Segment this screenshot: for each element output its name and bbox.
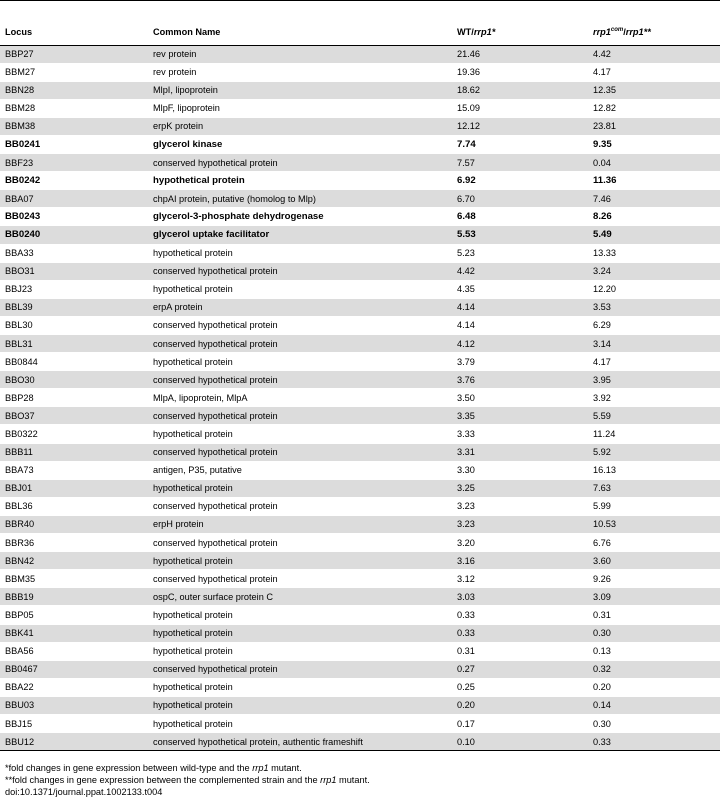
cell-complemented-ratio: 9.35 (588, 135, 720, 153)
cell-common-name: erpA protein (148, 298, 452, 316)
cell-complemented-ratio: 13.33 (588, 244, 720, 262)
cell-common-name: hypothetical protein (148, 172, 452, 190)
cell-common-name: MlpF, lipoprotein (148, 99, 452, 117)
cell-locus: BBL30 (0, 316, 148, 334)
header-complemented-ratio: $rrp1^{com}/rrp1**$ (593, 26, 651, 37)
cell-locus: BBA22 (0, 678, 148, 696)
cell-wt-ratio: 7.74 (452, 135, 588, 153)
cell-wt-ratio: 3.23 (452, 497, 588, 515)
cell-wt-ratio: 21.46 (452, 45, 588, 63)
cell-locus: BBM28 (0, 99, 148, 117)
cell-complemented-ratio: 4.42 (588, 45, 720, 63)
cell-wt-ratio: 0.25 (452, 678, 588, 696)
table-row (0, 588, 720, 606)
cell-common-name: chpAI protein, putative (homolog to Mlp) (148, 190, 452, 208)
cell-complemented-ratio: 3.95 (588, 371, 720, 389)
cell-locus: BBA56 (0, 642, 148, 660)
cell-common-name: hypothetical protein (148, 353, 452, 371)
header-common-name: Common Name (153, 26, 221, 37)
cell-locus: BBN28 (0, 81, 148, 99)
cell-wt-ratio: 0.10 (452, 733, 588, 751)
cell-complemented-ratio: 8.26 (588, 208, 720, 226)
cell-locus: BBL31 (0, 335, 148, 353)
cell-complemented-ratio: 12.20 (588, 280, 720, 298)
cell-wt-ratio: 6.92 (452, 172, 588, 190)
cell-complemented-ratio: 16.13 (588, 461, 720, 479)
cell-common-name: erpK protein (148, 117, 452, 135)
cell-common-name: conserved hypothetical protein (148, 407, 452, 425)
cell-wt-ratio: 19.36 (452, 63, 588, 81)
cell-complemented-ratio: 12.35 (588, 81, 720, 99)
cell-wt-ratio: 6.48 (452, 208, 588, 226)
cell-complemented-ratio: 0.30 (588, 624, 720, 642)
cell-complemented-ratio: 0.32 (588, 660, 720, 678)
cell-common-name: hypothetical protein (148, 552, 452, 570)
table-row (0, 154, 720, 172)
cell-common-name: conserved hypothetical protein (148, 443, 452, 461)
cell-common-name: conserved hypothetical protein (148, 335, 452, 353)
cell-locus: BBA33 (0, 244, 148, 262)
cell-common-name: glycerol kinase (148, 135, 452, 153)
cell-common-name: hypothetical protein (148, 244, 452, 262)
cell-wt-ratio: 4.42 (452, 262, 588, 280)
table-row (0, 497, 720, 515)
table-row (0, 678, 720, 696)
cell-wt-ratio: 3.25 (452, 479, 588, 497)
cell-common-name: hypothetical protein (148, 479, 452, 497)
cell-complemented-ratio: 0.20 (588, 678, 720, 696)
cell-wt-ratio: 0.27 (452, 660, 588, 678)
cell-locus: BB0844 (0, 353, 148, 371)
table-row (0, 714, 720, 732)
table-row (0, 696, 720, 714)
cell-wt-ratio: 3.12 (452, 570, 588, 588)
cell-wt-ratio: 3.35 (452, 407, 588, 425)
cell-common-name: conserved hypothetical protein (148, 497, 452, 515)
cell-common-name: hypothetical protein (148, 280, 452, 298)
table-row (0, 479, 720, 497)
table-row (0, 443, 720, 461)
cell-common-name: hypothetical protein (148, 642, 452, 660)
cell-common-name: hypothetical protein (148, 714, 452, 732)
cell-common-name: conserved hypothetical protein, authentic frameshift (148, 733, 452, 751)
cell-complemented-ratio: 11.24 (588, 425, 720, 443)
footnotes (5, 763, 370, 798)
cell-locus: BBP05 (0, 606, 148, 624)
cell-common-name: hypothetical protein (148, 624, 452, 642)
cell-locus: BBL36 (0, 497, 148, 515)
cell-locus: BBB11 (0, 443, 148, 461)
cell-wt-ratio: 0.17 (452, 714, 588, 732)
table-row (0, 642, 720, 660)
cell-locus: BB0242 (0, 172, 148, 190)
gene-expression-table (0, 19, 720, 751)
cell-locus: BB0241 (0, 135, 148, 153)
cell-complemented-ratio: 0.14 (588, 696, 720, 714)
cell-complemented-ratio: 12.82 (588, 99, 720, 117)
table-row (0, 624, 720, 642)
cell-wt-ratio: 7.57 (452, 154, 588, 172)
table-body (0, 45, 720, 751)
cell-common-name: hypothetical protein (148, 606, 452, 624)
footnote-1: *fold changes in gene expression between wild-type and the rrp1 mutant. (5, 763, 302, 773)
cell-locus: BB0243 (0, 208, 148, 226)
table-row (0, 733, 720, 751)
table-row (0, 262, 720, 280)
table-row (0, 298, 720, 316)
cell-wt-ratio: 3.23 (452, 515, 588, 533)
cell-common-name: conserved hypothetical protein (148, 534, 452, 552)
cell-wt-ratio: 3.16 (452, 552, 588, 570)
cell-wt-ratio: 3.31 (452, 443, 588, 461)
cell-complemented-ratio: 3.14 (588, 335, 720, 353)
cell-locus: BBM38 (0, 117, 148, 135)
cell-wt-ratio: 3.20 (452, 534, 588, 552)
cell-wt-ratio: 3.33 (452, 425, 588, 443)
cell-wt-ratio: 6.70 (452, 190, 588, 208)
table-row (0, 389, 720, 407)
table-row (0, 425, 720, 443)
cell-wt-ratio: 3.30 (452, 461, 588, 479)
table-row (0, 316, 720, 334)
cell-complemented-ratio: 3.09 (588, 588, 720, 606)
cell-wt-ratio: 18.62 (452, 81, 588, 99)
cell-complemented-ratio: 0.13 (588, 642, 720, 660)
cell-locus: BBU03 (0, 696, 148, 714)
cell-locus: BBU12 (0, 733, 148, 751)
cell-common-name: conserved hypothetical protein (148, 154, 452, 172)
cell-wt-ratio: 0.33 (452, 606, 588, 624)
cell-common-name: conserved hypothetical protein (148, 570, 452, 588)
cell-common-name: conserved hypothetical protein (148, 660, 452, 678)
top-rule (0, 0, 720, 1)
cell-complemented-ratio: 0.31 (588, 606, 720, 624)
table-row (0, 63, 720, 81)
cell-complemented-ratio: 6.76 (588, 534, 720, 552)
cell-wt-ratio: 3.76 (452, 371, 588, 389)
table-row (0, 660, 720, 678)
cell-wt-ratio: 3.79 (452, 353, 588, 371)
cell-locus: BBO30 (0, 371, 148, 389)
cell-complemented-ratio: 5.59 (588, 407, 720, 425)
header-row (0, 19, 720, 45)
cell-complemented-ratio: 3.60 (588, 552, 720, 570)
cell-common-name: conserved hypothetical protein (148, 262, 452, 280)
table-row (0, 552, 720, 570)
table-row (0, 407, 720, 425)
cell-wt-ratio: 3.50 (452, 389, 588, 407)
cell-complemented-ratio: 3.24 (588, 262, 720, 280)
table-row (0, 606, 720, 624)
cell-complemented-ratio: 3.92 (588, 389, 720, 407)
cell-wt-ratio: 12.12 (452, 117, 588, 135)
cell-locus: BBO37 (0, 407, 148, 425)
cell-wt-ratio: 5.23 (452, 244, 588, 262)
cell-locus: BBA73 (0, 461, 148, 479)
cell-locus: BBP28 (0, 389, 148, 407)
cell-locus: BBN42 (0, 552, 148, 570)
cell-common-name: hypothetical protein (148, 425, 452, 443)
cell-wt-ratio: 4.14 (452, 298, 588, 316)
cell-complemented-ratio: 10.53 (588, 515, 720, 533)
cell-locus: BBR40 (0, 515, 148, 533)
cell-locus: BBM27 (0, 63, 148, 81)
table-row (0, 570, 720, 588)
cell-locus: BBL39 (0, 298, 148, 316)
cell-locus: BBB19 (0, 588, 148, 606)
cell-common-name: conserved hypothetical protein (148, 371, 452, 389)
cell-complemented-ratio: 3.53 (588, 298, 720, 316)
cell-locus: BBR36 (0, 534, 148, 552)
table-row (0, 461, 720, 479)
cell-complemented-ratio: 0.33 (588, 733, 720, 751)
table-row (0, 534, 720, 552)
table-row (0, 81, 720, 99)
cell-locus: BBP27 (0, 45, 148, 63)
cell-complemented-ratio: 11.36 (588, 172, 720, 190)
cell-wt-ratio: 5.53 (452, 226, 588, 244)
cell-locus: BBK41 (0, 624, 148, 642)
table-row (0, 515, 720, 533)
cell-locus: BBM35 (0, 570, 148, 588)
cell-wt-ratio: 0.33 (452, 624, 588, 642)
table-row (0, 335, 720, 353)
cell-locus: BBJ15 (0, 714, 148, 732)
cell-complemented-ratio: 5.92 (588, 443, 720, 461)
cell-common-name: antigen, P35, putative (148, 461, 452, 479)
table-row (0, 371, 720, 389)
footnote-2: **fold changes in gene expression between the complemented strain and the rrp1 mutant. (5, 774, 370, 785)
cell-complemented-ratio: 0.30 (588, 714, 720, 732)
cell-common-name: rev protein (148, 63, 452, 81)
cell-complemented-ratio: 0.04 (588, 154, 720, 172)
cell-wt-ratio: 4.14 (452, 316, 588, 334)
cell-common-name: erpH protein (148, 515, 452, 533)
cell-complemented-ratio: 5.99 (588, 497, 720, 515)
cell-wt-ratio: 0.31 (452, 642, 588, 660)
table-row (0, 226, 720, 244)
cell-locus: BB0240 (0, 226, 148, 244)
cell-common-name: conserved hypothetical protein (148, 316, 452, 334)
cell-locus: BBO31 (0, 262, 148, 280)
table-row (0, 45, 720, 63)
table-row (0, 190, 720, 208)
doi-line: doi:10.1371/journal.ppat.1002133.t004 (5, 786, 163, 797)
cell-complemented-ratio: 7.46 (588, 190, 720, 208)
cell-wt-ratio: 3.03 (452, 588, 588, 606)
cell-complemented-ratio: 4.17 (588, 353, 720, 371)
table-row (0, 117, 720, 135)
cell-locus: BBF23 (0, 154, 148, 172)
cell-wt-ratio: 4.12 (452, 335, 588, 353)
cell-common-name: glycerol-3-phosphate dehydrogenase (148, 208, 452, 226)
cell-locus: BB0467 (0, 660, 148, 678)
cell-complemented-ratio: 4.17 (588, 63, 720, 81)
cell-locus: BBJ23 (0, 280, 148, 298)
cell-wt-ratio: 0.20 (452, 696, 588, 714)
cell-common-name: hypothetical protein (148, 696, 452, 714)
table-row (0, 99, 720, 117)
cell-wt-ratio: 15.09 (452, 99, 588, 117)
cell-complemented-ratio: 7.63 (588, 479, 720, 497)
cell-complemented-ratio: 23.81 (588, 117, 720, 135)
table-row (0, 280, 720, 298)
cell-common-name: hypothetical protein (148, 678, 452, 696)
cell-complemented-ratio: 6.29 (588, 316, 720, 334)
cell-complemented-ratio: 5.49 (588, 226, 720, 244)
cell-complemented-ratio: 9.26 (588, 570, 720, 588)
cell-locus: BB0322 (0, 425, 148, 443)
header-locus: Locus (5, 26, 33, 37)
cell-wt-ratio: 4.35 (452, 280, 588, 298)
cell-common-name: rev protein (148, 45, 452, 63)
cell-common-name: glycerol uptake facilitator (148, 226, 452, 244)
cell-common-name: MlpA, lipoprotein, MlpA (148, 389, 452, 407)
cell-locus: BBJ01 (0, 479, 148, 497)
cell-common-name: ospC, outer surface protein C (148, 588, 452, 606)
table-row (0, 135, 720, 153)
table-row (0, 353, 720, 371)
table-row (0, 244, 720, 262)
table-row (0, 208, 720, 226)
cell-common-name: MlpI, lipoprotein (148, 81, 452, 99)
cell-locus: BBA07 (0, 190, 148, 208)
header-wt-ratio: WT/rrp1* (457, 26, 496, 37)
table-row (0, 172, 720, 190)
